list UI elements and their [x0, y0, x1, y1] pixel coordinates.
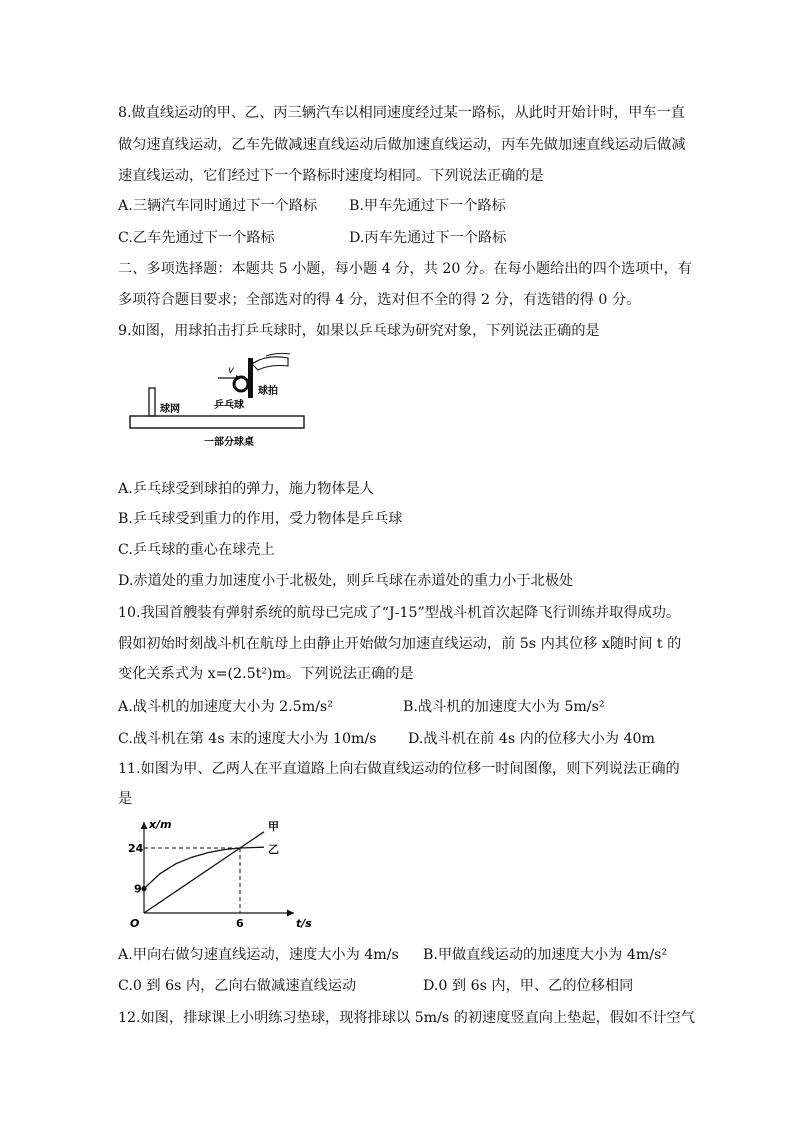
- figure-caption: 一部分球桌: [204, 437, 254, 448]
- q11-option-b: B.甲做直线运动的加速度大小为 4m/s²: [423, 947, 668, 963]
- q8-stem-line3: 速直线运动，它们经过下一个路标时速度均相同。下列说法正确的是: [118, 168, 544, 184]
- series-line-1: [144, 847, 264, 888]
- q8-option-a: A.三辆汽车同时通过下一个路标: [118, 198, 318, 214]
- ball-label: 乒乓球: [214, 400, 244, 411]
- y-tick-label-9: 9: [134, 882, 142, 896]
- section2-instructions-line1: 二、多项选择题：本题共 5 小题，每小题 4 分，共 20 分。在每小题给出的四个选项中，有: [118, 261, 692, 277]
- q8-stem-line2: 做匀速直线运动，乙车先做减速直线运动后做加速直线运动，丙车先做加速直线运动后做减: [118, 137, 686, 153]
- paddle-label: 球拍: [258, 386, 278, 397]
- net-post: [149, 388, 155, 416]
- q11-xt-graph: [118, 814, 318, 936]
- intercept-point: [141, 886, 146, 891]
- q10-stem-line2: 假如初始时刻战斗机在航母上由静止开始做匀加速直线运动，前 5s 内其位移 x随时间 t 的: [118, 636, 682, 652]
- q11-option-c: C.0 到 6s 内，乙向右做减速直线运动: [118, 978, 357, 994]
- q10-option-b: B.战斗机的加速度大小为 5m/s²: [403, 699, 605, 715]
- q9-option-c: C.乒乓球的重心在球壳上: [118, 542, 275, 558]
- series-label-1: 乙: [268, 843, 279, 857]
- origin-label: O: [130, 917, 140, 930]
- y-axis-label: x/m: [149, 818, 172, 831]
- q11-stem-line1: 11.如图为甲、乙两人在平直道路上向右做直线运动的位移一时间图像，则下列说法正确的: [118, 761, 680, 777]
- q10-stem-line3: 变化关系式为 x=(2.5t²)m。下列说法正确的是: [118, 666, 414, 682]
- q8-option-c: C.乙车先通过下一个路标: [118, 230, 275, 246]
- q9-option-b: B.乒乓球受到重力的作用，受力物体是乒乓球: [118, 511, 403, 527]
- q10-stem-line1: 10.我国首艘装有弹射系统的航母已完成了“J-15”型战斗机首次起降飞行训练并取得成功。: [118, 605, 681, 621]
- x-axis-label: t/s: [296, 917, 312, 930]
- hand-icon: [252, 357, 288, 370]
- table-surface: [130, 416, 304, 428]
- q9-option-d: D.赤道处的重力加速度小于北极处，则乒乓球在赤道处的重力小于北极处: [118, 573, 574, 589]
- q8-option-d: D.丙车先通过下一个路标: [349, 230, 507, 246]
- series-label-0: 甲: [268, 819, 279, 833]
- q11-stem-line2: 是: [118, 791, 133, 807]
- q11-option-d: D.0 到 6s 内，甲、乙的位移相同: [423, 978, 634, 994]
- q9-option-a: A.乒乓球受到球拍的弹力，施力物体是人: [118, 481, 374, 497]
- y-tick-label-24: 24: [128, 842, 144, 855]
- q8-option-b: B.甲车先通过下一个路标: [349, 198, 506, 214]
- q11-option-a: A.甲向右做匀速直线运动，速度大小为 4m/s: [118, 947, 399, 963]
- q10-option-d: D.战斗机在前 4s 内的位移大小为 40m: [408, 731, 655, 747]
- q12-stem-line1: 12.如图，排球课上小明练习垫球，现将排球以 5m/s 的初速度竖直向上垫起，假如不计空气: [118, 1010, 695, 1026]
- section2-instructions-line2: 多项符合题目要求；全部选对的得 4 分，选对但不全的得 2 分，有选错的得 0 分。: [118, 292, 641, 308]
- q10-option-c: C.战斗机在第 4s 末的速度大小为 10m/s: [118, 731, 377, 747]
- q9-stem: 9.如图，用球拍击打乒乓球时，如果以乒乓球为研究对象，下列说法正确的是: [118, 323, 600, 339]
- net-label: 球网: [160, 404, 180, 415]
- x-tick-label-6: 6: [236, 917, 244, 930]
- q10-option-a: A.战斗机的加速度大小为 2.5m/s²: [118, 699, 333, 715]
- q9-figure: [118, 350, 318, 472]
- q8-stem-line1: 8.做直线运动的甲、乙、丙三辆汽车以相同速度经过某一路标，从此时开始计时，甲车一直: [118, 105, 685, 121]
- velocity-label: v: [228, 365, 234, 376]
